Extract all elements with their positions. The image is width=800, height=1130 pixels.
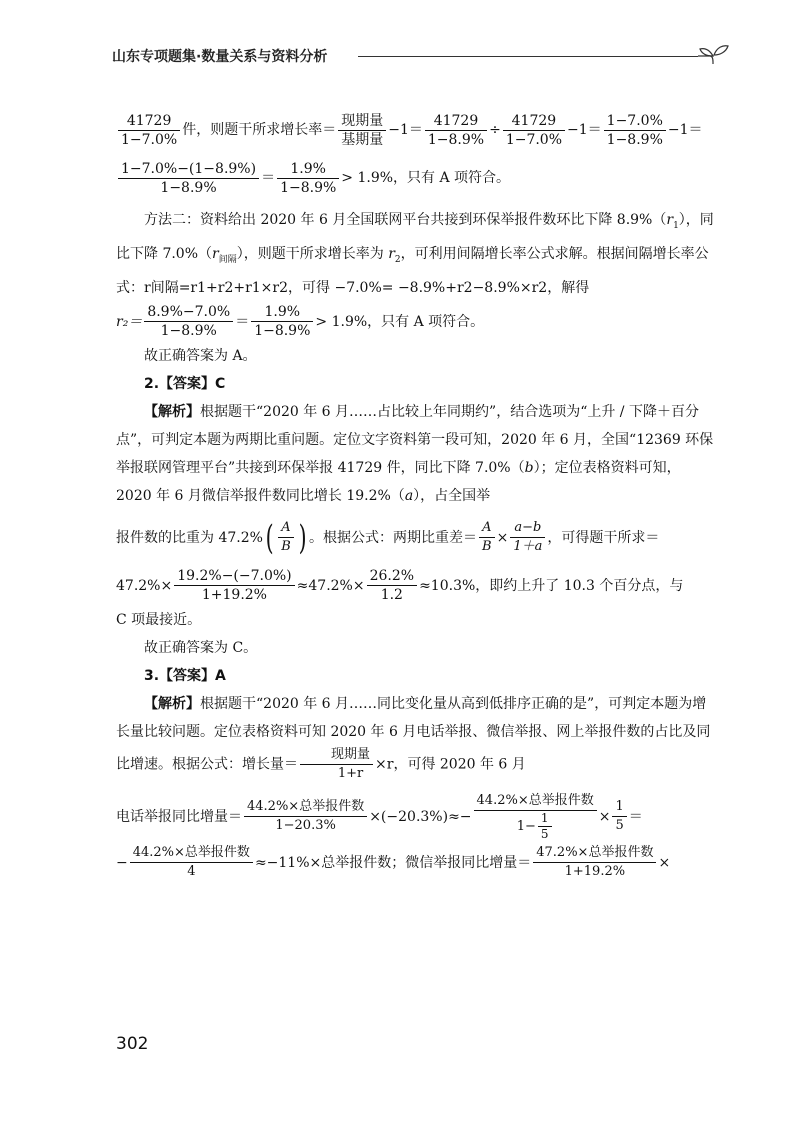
fraction: $\frac{1-7.0\%-(1-8.9\%)}{1-8.9\%}$ (118, 160, 259, 197)
calc-line-1 (116, 110, 716, 150)
fraction: $\frac{\text{47.2\%×总举报件数}}{1+19.2\%}$ (533, 844, 656, 881)
method-two-paragraph: 方法二：资料给出 2020 年 6 月全国联网平台共接到环保举报件数环比下降 $8.9\%(r_1)$，同比下降 $7.0\%(r_{间隔})$，则题干所求增长率为 $r_2$，可利用间隔增长率公式求解。根据间隔增长率公式：r间隔=r1+r2+r1×r2，可得 −7.0%= −8.9%+r2−8.9%×r2，解得 (116, 212, 714, 296)
fraction: $\frac{\text{现期量}}{\text{基期量}}$ (338, 112, 386, 149)
text-run: −1＝ (567, 122, 602, 138)
page-content (116, 110, 716, 883)
fraction: $\frac{41729}{1-8.9\%}$ (425, 112, 487, 149)
fraction: $\frac{\text{现期量}}{1+r}$ (300, 746, 373, 783)
answer-2: 故正确答案为 C。 (144, 639, 258, 656)
text-run: −1＝ (388, 122, 423, 138)
fraction: $\frac{41729}{1-7.0\%}$ (118, 112, 180, 149)
fraction: $\frac{a-b}{1+a}$ (510, 519, 545, 556)
question-2-answer: 2.【答案】C (144, 375, 226, 392)
text-run: > 1.9%，只有 A 项符合。 (341, 170, 511, 186)
question-3-answer: 3.【答案】A (144, 667, 226, 684)
question-2-analysis: 【解析】根据题干“2020 年 6 月……占比较上年同期约”，结合选项为“上升 / 下降＋百分点”，可判定本题为两期比重问题。定位文字资料第一段可知，2020 年 6 月，全国“12369 环保举报联网管理平台”共接到环保举报 41729 件，同比下降 7.0%（b）；定位表格资料可知，2020 年 6 月微信举报件数同比增长 19.2%（a），占全国举 (116, 403, 714, 504)
text-run: ＝ (261, 170, 276, 186)
fraction: $\frac{1}{5}$ (612, 798, 626, 835)
header-rule (358, 56, 698, 57)
question-3-analysis: 【解析】根据题干“2020 年 6 月……同比变化量从高到低排序正确的是”，可判定本题为增长量比较问题。定位表格资料可知 2020 年 6 月电话举报、微信举报、网上举报件数的占比及同比增速。根据公式：增长量＝ $\frac{\text{现期量}}{1+r}$ ×r，可得 2020 年 6 月 (116, 695, 711, 781)
text-run: 件，则题干所求增长率＝ (182, 122, 337, 138)
fraction: $\frac{A}{B}$ (278, 519, 294, 556)
fraction: $\frac{8.9\%-7.0\%}{1-8.9\%}$ (144, 303, 233, 340)
calc-line-5: 47.2%× $\frac{19.2\%-(-7.0\%)}{1+19.2\%}$ ≈47.2%× $\frac{26.2\%}{1.2}$ ≈10.3%，即约上升了 10.3 个百分点，与 (116, 568, 684, 604)
book-title: 山东专项题集·数量关系与资料分析 (112, 49, 328, 65)
page-number: 302 (116, 1034, 149, 1054)
text-run: ÷ (489, 122, 501, 138)
calc-line-4: 报件数的比重为 47.2%( $\frac{A}{B}$ ) 。根据公式：两期比重差＝ $\frac{A}{B}$ × $\frac{a-b}{1+a}$ ，可得题干所求＝ (116, 517, 660, 558)
fraction: $\frac{\text{44.2\%×总举报件数}}{1-20.3\%}$ (244, 798, 367, 835)
answer-1: 故正确答案为 A。 (144, 347, 257, 364)
fraction: 44.2%×总举报件数 1− $\frac{1}{5}$ (474, 792, 597, 842)
running-header (112, 44, 722, 74)
calc-line-2 (116, 158, 716, 198)
interval-formula: r间隔=r1+r2+r1×r2，可得 −7.0%= −8.9%+r2−8.9%×r2，解得 (144, 279, 590, 296)
fraction: $\frac{26.2\%}{1.2}$ (367, 567, 417, 604)
fraction: $\frac{1-7.0\%}{1-8.9\%}$ (604, 112, 666, 149)
sprout-icon (696, 40, 730, 70)
fraction: $\frac{A}{B}$ (479, 519, 495, 556)
calc-line-6: 电话举报同比增量＝ $\frac{\text{44.2\%×总举报件数}}{1-20.3\%}$ ×(−20.3%)≈− 44.2%×总举报件数 1− $\frac{1}{5}$ × $\frac{1}{5}$ ＝ (116, 792, 643, 841)
text-run: −1＝ (667, 122, 703, 138)
fraction: $\frac{\text{44.2\%×总举报件数}}{4}$ (130, 844, 253, 881)
fraction: $\frac{41729}{1-7.0\%}$ (503, 112, 565, 149)
calc-line-3: r₂＝ $\frac{8.9\%-7.0\%}{1-8.9\%}$ ＝ $\frac{1.9\%}{1-8.9\%}$ > 1.9%，只有 A 项符合。 (116, 304, 485, 340)
text-line: C 项最接近。 (116, 611, 202, 628)
calc-line-7: − $\frac{\text{44.2\%×总举报件数}}{4}$ ≈−11%×总举报件数；微信举报同比增量＝ $\frac{\text{47.2\%×总举报件数}}{1+19.2\%}$ × (116, 845, 671, 880)
fraction: $\frac{19.2\%-(-7.0\%)}{1+19.2\%}$ (174, 567, 294, 604)
fraction: $\frac{1.9\%}{1-8.9\%}$ (251, 303, 313, 340)
fraction: $\frac{1.9\%}{1-8.9\%}$ (277, 160, 339, 197)
